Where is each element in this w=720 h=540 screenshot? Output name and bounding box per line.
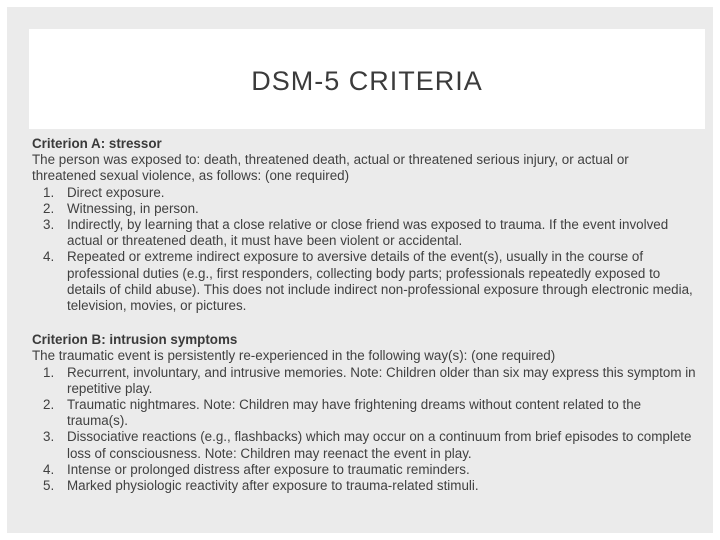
list-item-number: 4.: [43, 461, 55, 477]
list-item-text: Witnessing, in person.: [67, 200, 199, 216]
list-item-text: Traumatic nightmares. Note: Children may have frightening dreams without content related to the trauma(s).: [67, 397, 642, 429]
criterion-a-list: [32, 185, 696, 315]
list-item-text: Direct exposure.: [67, 184, 165, 200]
list-item-text: Indirectly, by learning that a close relative or close friend was exposed to trauma. If the event involved actual or threatened death, it must have been violent or accidental.: [67, 217, 669, 249]
criterion-b-intro: The traumatic event is persistently re-experienced in the following way(s): (one required): [32, 348, 556, 364]
list-item: [32, 217, 696, 249]
criterion-a-intro: The person was exposed to: death, threatened death, actual or threatened serious injury, or actual or threatened sexual violence, as follows: (one required): [32, 152, 629, 184]
list-item: [32, 478, 696, 494]
list-item: [32, 365, 696, 397]
slide-title: DSM-5 CRITERIA: [251, 65, 483, 96]
list-item-number: 5.: [43, 478, 55, 494]
title-box: [29, 29, 705, 129]
criterion-a-heading: Criterion A: stressor: [32, 136, 162, 151]
list-item-text: Dissociative reactions (e.g., flashbacks) which may occur on a continuum from brief episodes to complete loss of consciousness. Note: Children may reenact the event in play.: [67, 429, 692, 461]
criterion-b-list: [32, 365, 696, 495]
list-item-text: Intense or prolonged distress after exposure to traumatic reminders.: [67, 461, 470, 477]
list-item-text: Marked physiologic reactivity after exposure to trauma-related stimuli.: [67, 478, 479, 494]
list-item-number: 1.: [43, 184, 55, 200]
list-item: [32, 201, 696, 217]
list-item: [32, 429, 696, 461]
list-item: [32, 397, 696, 429]
criterion-b-heading: Criterion B: intrusion symptoms: [32, 332, 238, 348]
list-item-number: 2.: [43, 397, 55, 413]
list-item-number: 3.: [43, 429, 55, 445]
slide-body: [32, 136, 696, 494]
list-item: [32, 249, 696, 314]
list-item-text: Repeated or extreme indirect exposure to aversive details of the event(s), usually in the course of professional duties (e.g., first responders, collecting body parts; professionals repeatedly exposed to details of child abuse). This does not include indirect non-professional exposure through electronic media, television, movies, or pictures.: [67, 249, 693, 314]
list-item: [32, 462, 696, 478]
criterion-b: [32, 332, 696, 494]
list-item-number: 4.: [43, 249, 55, 265]
criterion-a: [32, 136, 696, 314]
list-item-number: 3.: [43, 217, 55, 233]
list-item-number: 1.: [43, 364, 55, 380]
list-item-number: 2.: [43, 200, 55, 216]
list-item: [32, 185, 696, 201]
list-item-text: Recurrent, involuntary, and intrusive memories. Note: Children older than six may express this symptom in repetitive play.: [67, 364, 696, 396]
